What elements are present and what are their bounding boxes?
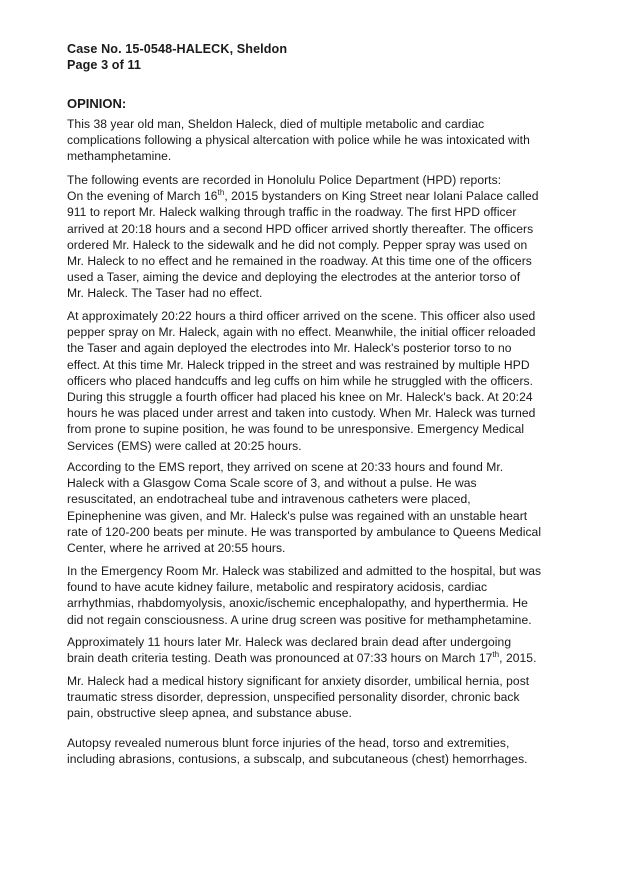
paragraph-brain-death xyxy=(67,634,577,666)
paragraph-line: At approximately 20:22 hours a third officer arrived on the scene. This officer also used xyxy=(67,309,536,323)
paragraph-line: Mr. Haleck had a medical history significant for anxiety disorder, umbilical hernia, post xyxy=(67,674,530,688)
paragraph-line: ordered Mr. Haleck to the sidewalk and he did not comply. Pepper spray was used on xyxy=(67,237,528,252)
case-number-line: Case No. 15-0548-HALECK, Sheldon xyxy=(67,42,288,56)
paragraph-line: Haleck with a Glasgow Coma Scale score of 3, and without a pulse. He was xyxy=(67,476,477,491)
paragraph-line: In the Emergency Room Mr. Haleck was stabilized and admitted to the hospital, but was xyxy=(67,564,542,578)
paragraph-line: 911 to report Mr. Haleck walking through traffic in the roadway. The first HPD officer xyxy=(67,205,517,220)
paragraph-line: brain death criteria testing. Death was pronounced at 07:33 hours on March 17th, 2015. xyxy=(67,650,537,666)
paragraph-line: used a Taser, aiming the device and deploying the electrodes at the anterior torso of xyxy=(67,270,521,285)
paragraph-line: officers who placed handcuffs and leg cuffs on him while he struggled with the officers. xyxy=(67,373,534,388)
page-number-line: Page 3 of 11 xyxy=(67,58,142,72)
paragraph-line: rate of 120-200 beats per minute. He was transported by ambulance to Queens Medical xyxy=(67,524,542,539)
paragraph-line: On the evening of March 16th, 2015 bystanders on King Street near Iolani Palace called xyxy=(67,188,539,204)
paragraph-line: This 38 year old man, Sheldon Haleck, died of multiple metabolic and cardiac xyxy=(67,117,485,131)
paragraph-third-officer xyxy=(67,308,577,454)
paragraph-line: During this struggle a fourth officer had placed his knee on Mr. Haleck's back. At 20:24 xyxy=(67,389,533,404)
paragraph-autopsy xyxy=(67,735,577,767)
paragraph-hpd-reports xyxy=(67,172,577,302)
paragraph-line: traumatic stress disorder, depression, unspecified personality disorder, chronic back xyxy=(67,690,520,705)
paragraph-line: effect. At this time Mr. Haleck tripped in the street and was restrained by multiple HPD xyxy=(67,357,530,372)
paragraph-line: Center, where he arrived at 20:55 hours. xyxy=(67,540,286,555)
paragraph-line: arrived at 20:18 hours and a second HPD officer arrived shortly thereafter. The officers xyxy=(67,221,534,236)
paragraph-line: The following events are recorded in Honolulu Police Department (HPD) reports: xyxy=(67,173,502,187)
paragraph-emergency-room xyxy=(67,563,577,628)
paragraph-line: pepper spray on Mr. Haleck, again with no effect. Meanwhile, the initial officer reloaded xyxy=(67,325,536,340)
paragraph-line: Epinephenine was given, and Mr. Haleck's pulse was regained with an unstable heart xyxy=(67,508,528,523)
paragraph-line: Mr. Haleck to no effect and he remained in the roadway. At this time one of the officers xyxy=(67,253,532,268)
section-title: OPINION: xyxy=(67,96,127,111)
paragraph-line: resuscitated, an endotracheal tube and intravenous catheters were placed, xyxy=(67,492,471,507)
paragraph-line: hours he was placed under arrest and taken into custody. When Mr. Haleck was turned xyxy=(67,406,536,421)
paragraph-line: the Taser and again deployed the electrodes into Mr. Haleck's posterior torso to no xyxy=(67,341,512,356)
paragraph-line: pain, obstructive sleep apnea, and substance abuse. xyxy=(67,706,352,721)
paragraph-line: found to have acute kidney failure, metabolic and respiratory acidosis, cardiac xyxy=(67,580,488,595)
paragraph-line: Autopsy revealed numerous blunt force injuries of the head, torso and extremities, xyxy=(67,736,510,750)
paragraph-ems-report xyxy=(67,459,577,556)
paragraph-line: Mr. Haleck. The Taser had no effect. xyxy=(67,286,263,301)
paragraph-medical-history xyxy=(67,673,577,722)
paragraph-line: Services (EMS) were called at 20:25 hours. xyxy=(67,438,302,453)
paragraph-summary xyxy=(67,116,577,165)
paragraph-line: from prone to supine position, he was found to be unresponsive. Emergency Medical xyxy=(67,422,525,437)
paragraph-line: methamphetamine. xyxy=(67,149,172,164)
paragraph-line: arrhythmias, rhabdomyolysis, anoxic/ischemic encephalopathy, and hyperthermia. He xyxy=(67,596,528,611)
paragraph-line: including abrasions, contusions, a subscalp, and subcutaneous (chest) hemorrhages. xyxy=(67,752,528,767)
paragraph-line: did not regain consciousness. A urine drug screen was positive for methamphetamine. xyxy=(67,612,532,627)
paragraph-line: complications following a physical altercation with police while he was intoxicated with xyxy=(67,133,530,148)
paragraph-line: According to the EMS report, they arrived on scene at 20:33 hours and found Mr. xyxy=(67,460,504,474)
paragraph-line: Approximately 11 hours later Mr. Haleck was declared brain dead after undergoing xyxy=(67,635,512,649)
